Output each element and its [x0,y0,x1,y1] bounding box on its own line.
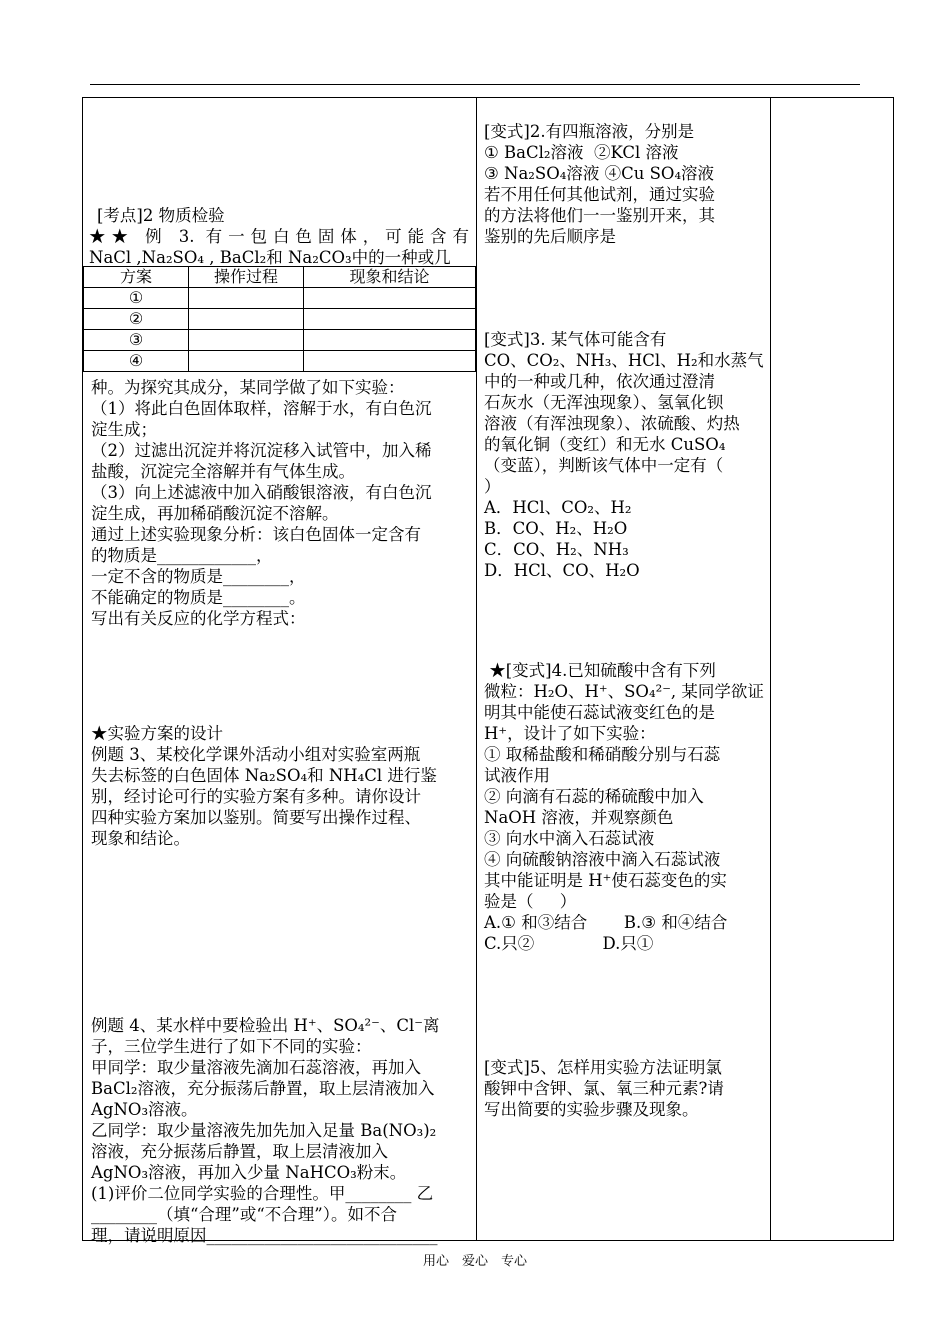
text-line: 溶液，充分振荡后静置，取上层清液加入 [91,1142,388,1161]
worksheet-table [82,97,894,1245]
column-divider [476,98,477,1240]
option-a: A．HCl、CO₂、H₂ [484,498,632,517]
text-line: ① 取稀盐酸和稀硝酸分别与石蕊 [484,745,721,764]
example3-line: NaCl ,Na₂SO₄ , BaCl₂和 Na₂CO₃中的一种或几 [89,248,451,267]
options-ab: A.① 和③结合 B.③ 和④结合 [484,913,728,932]
text-line: （3）向上述滤液中加入硝酸银溶液，有白色沉 [91,483,432,502]
text-line: 酸钾中含钾、氯、氧三种元素?请 [484,1079,724,1098]
text-line: 乙同学：取少量溶液先加先加入足量 Ba(NO₃)₂ [91,1121,437,1140]
text-line: 的方法将他们一一鉴别开来，其 [484,206,715,225]
text-line: ③ 向水中滴入石蕊试液 [484,829,655,848]
text-line: H⁺，设计了如下实验： [484,724,656,743]
table-cell [304,288,476,309]
text-line: 种。为探究其成分，某同学做了如下实验： [91,378,405,397]
example3-body [91,377,469,629]
text-line: 现象和结论。 [91,829,190,848]
option-c: C．CO、H₂、NH₃ [484,540,629,559]
variant3 [484,329,764,581]
text-line: 明其中能使石蕊试液变红色的是 [484,703,715,722]
footer-text: 用心 爱心 专心 [422,1254,527,1269]
text-line: AgNO₃溶液。 [91,1100,198,1119]
text-line: 中的一种或几种，依次通过澄清 [484,372,715,391]
text-line: 的氧化铜（变红）和无水 CuSO₄ [484,435,726,454]
text-line: 的物质是____________， [91,546,273,565]
table-cell [304,309,476,330]
text-line: 例题 4、某水样中要检验出 H⁺、SO₄²⁻、Cl⁻离 [91,1016,440,1035]
text-line: 四种实验方案加以鉴别。简要写出操作过程、 [91,808,421,827]
text-line: [变式]2.有四瓶溶液，分别是 [484,122,695,141]
text-line: NaOH 溶液，并观察颜色 [484,808,674,827]
text-line: 不能确定的物质是________。 [91,588,306,607]
text-line: BaCl₂溶液，充分振荡后静置，取上层清液加入 [91,1079,435,1098]
text-line: 一定不含的物质是________， [91,567,306,586]
kaodian-label: [考点]2 物质检验 [97,206,225,225]
table-header: 方案 [84,267,189,288]
text-line: ★[变式]4.已知硫酸中含有下列 [484,661,716,680]
table-cell: ③ [84,330,189,351]
text-line: ） [484,477,501,496]
text-line: 盐酸，沉淀完全溶解并有气体生成。 [91,462,355,481]
text-line: 淀生成，再加稀硝酸沉淀不溶解。 [91,504,339,523]
text-line: 写出有关反应的化学方程式： [91,609,306,628]
table-cell: ① [84,288,189,309]
text-line: ________（填“合理”或“不合理”）。如不合 [91,1205,397,1224]
text-line: 鉴别的先后顺序是 [484,227,616,246]
options-cd: C.只② D.只① [484,934,654,953]
table-cell [304,351,476,372]
text-line: [变式]3. 某气体可能含有 [484,330,667,349]
option-b: B．CO、H₂、H₂O [484,519,628,538]
table-cell: ② [84,309,189,330]
table-cell [189,309,304,330]
scheme-table [83,266,476,372]
example4-section [91,1015,469,1246]
variant2 [484,121,764,247]
text-line: 溶液（有浑浊现象）、浓硫酸、灼热 [484,414,740,433]
text-line: (1)评价二位同学实验的合理性。甲________ 乙 [91,1184,434,1203]
text-line: 验是（ ） [484,892,577,911]
text-line: 失去标签的白色固体 Na₂SO₄和 NH₄Cl 进行鉴 [91,766,437,785]
text-line: [变式]5、怎样用实验方法证明氯 [484,1058,722,1077]
column-divider [770,98,771,1240]
text-line: 例题 3、某校化学课外活动小组对实验室两瓶 [91,745,421,764]
text-line: 甲同学：取少量溶液先滴加石蕊溶液，再加入 [91,1058,421,1077]
text-line: 通过上述实验现象分析：该白色固体一定含有 [91,525,421,544]
header-rule [90,84,860,85]
text-line: （1）将此白色固体取样，溶解于水，有白色沉 [91,399,432,418]
text-line: 其中能证明是 H⁺使石蕊变色的实 [484,871,727,890]
table-header: 操作过程 [189,267,304,288]
variant4 [484,660,764,954]
table-cell: ④ [84,351,189,372]
table-cell [189,288,304,309]
option-d: D．HCl、CO、H₂O [484,561,640,580]
table-header: 现象和结论 [304,267,476,288]
variant5 [484,1057,764,1120]
table-cell [189,351,304,372]
text-line: 理，请说明原因____________________________ [91,1226,438,1245]
design-section [91,723,469,849]
text-line: ④ 向硫酸钠溶液中滴入石蕊试液 [484,850,721,869]
text-line: 写出简要的实验步骤及现象。 [484,1100,699,1119]
text-line: 试液作用 [484,766,550,785]
text-line: ② 向滴有石蕊的稀硫酸中加入 [484,787,704,806]
text-line: AgNO₃溶液，再加入少量 NaHCO₃粉末。 [91,1163,407,1182]
text-line: 淀生成； [91,420,157,439]
text-line: （变蓝），判断该气体中一定有（ [484,456,724,475]
left-column [89,205,469,268]
section-title: ★实验方案的设计 [91,724,223,743]
text-line: ① BaCl₂溶液 ②KCl 溶液 [484,143,679,162]
text-line: 子，三位学生进行了如下不同的实验： [91,1037,372,1056]
text-line: （2）过滤出沉淀并将沉淀移入试管中，加入稀 [91,441,432,460]
table-cell [189,330,304,351]
text-line: 别，经讨论可行的实验方案有多种。请你设计 [91,787,421,806]
text-line: CO、CO₂、NH₃、HCl、H₂和水蒸气 [484,351,764,370]
text-line: ③ Na₂SO₄溶液 ④Cu SO₄溶液 [484,164,715,183]
text-line: 石灰水（无浑浊现象）、氢氧化钡 [484,393,724,412]
example3-line: ★★ 例 3. 有一包白色固体，可能含有 [89,227,469,246]
text-line: 微粒：H₂O、H⁺、SO₄²⁻, 某同学欲证 [484,682,764,701]
text-line: 若不用任何其他试剂，通过实验 [484,185,715,204]
table-cell [304,330,476,351]
